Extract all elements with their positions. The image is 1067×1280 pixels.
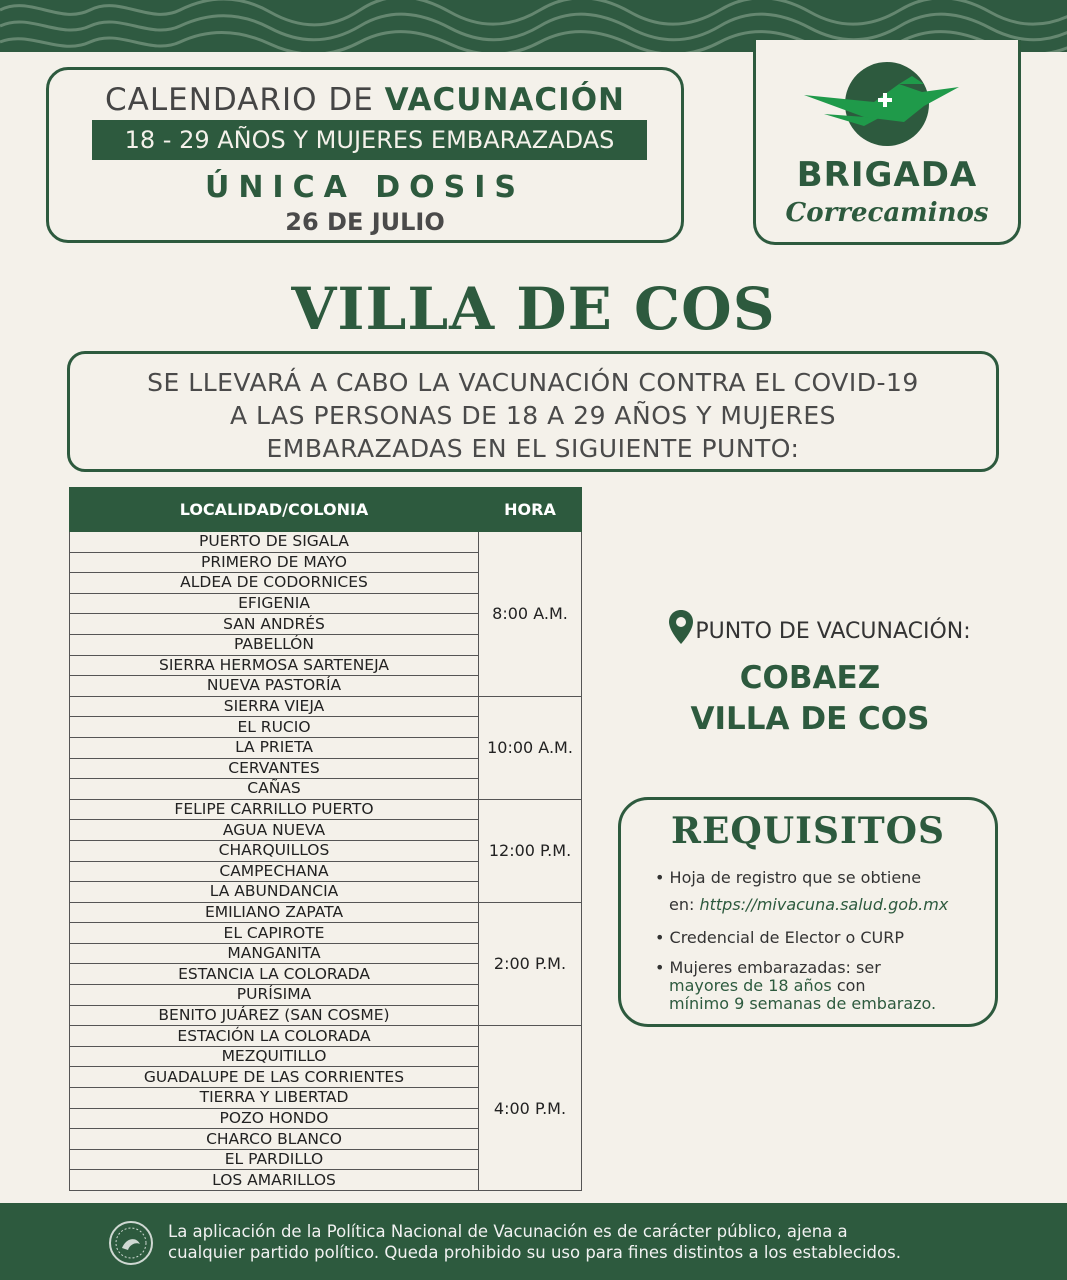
locality-cell: PURÍSIMA (70, 985, 479, 1006)
vaccination-point-name-2: VILLA DE COS (690, 701, 930, 737)
requirement-item-3-cont2 (669, 994, 936, 1013)
brigada-bird-logo-icon (804, 62, 974, 152)
footer (0, 1203, 1067, 1280)
notice-box (67, 351, 999, 472)
requirement-item-1: • Hoja de registro que se obtiene (655, 868, 922, 887)
locality-cell: TIERRA Y LIBERTAD (70, 1088, 479, 1109)
locality-cell: FELIPE CARRILLO PUERTO (70, 799, 479, 820)
brand-box (753, 40, 1021, 245)
calendar-title-bold: VACUNACIÓN (384, 82, 625, 118)
time-cell: 2:00 P.M. (479, 902, 582, 1026)
vaccination-point-label (600, 610, 1040, 644)
requirement-item-3-text: Mujeres embarazadas: ser (669, 958, 881, 977)
place-title: VILLA DE COS (291, 275, 776, 343)
locality-cell: CAMPECHANA (70, 861, 479, 882)
locality-cell: EMILIANO ZAPATA (70, 902, 479, 923)
table-row (70, 696, 582, 717)
notice-line-3: EMBARAZADAS EN EL SIGUIENTE PUNTO: (266, 434, 800, 463)
footer-disclaimer (168, 1221, 901, 1263)
locality-cell: EL CAPIROTE (70, 923, 479, 944)
requirement-item-1-text: Hoja de registro que se obtiene (669, 868, 922, 887)
location-pin-icon (669, 610, 693, 644)
column-header-locality: LOCALIDAD/COLONIA (70, 488, 479, 532)
calendar-title-plain: CALENDARIO DE (104, 82, 385, 118)
locality-cell: EL RUCIO (70, 717, 479, 738)
footer-line-2: cualquier partido político. Queda prohibido su uso para fines distintos a los establecidos. (168, 1243, 901, 1262)
table-row (70, 532, 582, 553)
dose-label: ÚNICA DOSIS (204, 170, 526, 205)
column-header-time: HORA (479, 488, 582, 532)
locality-cell: ESTANCIA LA COLORADA (70, 964, 479, 985)
time-cell: 8:00 A.M. (479, 532, 582, 697)
locality-cell: ESTACIÓN LA COLORADA (70, 1026, 479, 1047)
locality-cell: MANGANITA (70, 943, 479, 964)
locality-cell: ALDEA DE CODORNICES (70, 573, 479, 594)
requirement-item-3-highlight-2: mínimo 9 semanas de embarazo. (669, 994, 937, 1013)
requirement-item-3-cont (669, 976, 866, 995)
notice-line-2: A LAS PERSONAS DE 18 A 29 AÑOS Y MUJERES (229, 401, 837, 430)
requirement-item-1-prefix: en: (669, 895, 700, 914)
time-cell: 10:00 A.M. (479, 696, 582, 799)
locality-cell: NUEVA PASTORÍA (70, 676, 479, 697)
locality-cell: CERVANTES (70, 758, 479, 779)
locality-cell: PABELLÓN (70, 634, 479, 655)
vaccination-point-label-text: PUNTO DE VACUNACIÓN: (695, 619, 971, 644)
locality-cell: EL PARDILLO (70, 1149, 479, 1170)
locality-cell: EFIGENIA (70, 593, 479, 614)
table-header-row (70, 488, 582, 532)
schedule-table (69, 487, 582, 1191)
requirement-item-3-suffix: con (831, 976, 866, 995)
locality-cell: CAÑAS (70, 779, 479, 800)
vaccination-point-name-1: COBAEZ (739, 660, 881, 696)
requirements-title: REQUISITOS (671, 810, 945, 852)
locality-cell: POZO HONDO (70, 1108, 479, 1129)
locality-cell: CHARCO BLANCO (70, 1129, 479, 1150)
locality-cell: PRIMERO DE MAYO (70, 552, 479, 573)
calendar-header-box (46, 67, 684, 243)
locality-cell: SIERRA VIEJA (70, 696, 479, 717)
locality-cell: GUADALUPE DE LAS CORRIENTES (70, 1067, 479, 1088)
locality-cell: PUERTO DE SIGALA (70, 532, 479, 553)
locality-cell: CHARQUILLOS (70, 840, 479, 861)
requirements-box (618, 797, 998, 1027)
schedule-table-body (70, 532, 582, 1191)
table-row (70, 902, 582, 923)
audience-band: 18 - 29 AÑOS Y MUJERES EMBARAZADAS (92, 120, 647, 160)
time-cell: 4:00 P.M. (479, 1026, 582, 1191)
table-row (70, 799, 582, 820)
requirement-item-2-text: Credencial de Elector o CURP (669, 928, 905, 947)
locality-cell: SIERRA HERMOSA SARTENEJA (70, 655, 479, 676)
vaccination-date: 26 DE JULIO (285, 208, 445, 236)
locality-cell: LA ABUNDANCIA (70, 882, 479, 903)
locality-cell: AGUA NUEVA (70, 820, 479, 841)
national-seal-icon (108, 1220, 154, 1266)
requirement-item-3-highlight: mayores de 18 años (669, 976, 832, 995)
locality-cell: LOS AMARILLOS (70, 1170, 479, 1191)
mivacuna-link[interactable]: https://mivacuna.salud.gob.mx (699, 895, 949, 914)
locality-cell: LA PRIETA (70, 737, 479, 758)
brand-subtitle: Correcaminos (785, 198, 989, 228)
brand-name: BRIGADA (796, 155, 978, 195)
locality-cell: BENITO JUÁREZ (SAN COSME) (70, 1005, 479, 1026)
table-row (70, 1026, 582, 1047)
time-cell: 12:00 P.M. (479, 799, 582, 902)
notice-line-1: SE LLEVARÁ A CABO LA VACUNACIÓN CONTRA EL COVID-19 (147, 368, 919, 397)
calendar-title (49, 82, 681, 118)
requirement-item-3: • Mujeres embarazadas: ser (655, 958, 881, 977)
requirement-item-1-cont (669, 895, 948, 914)
requirement-item-2: • Credencial de Elector o CURP (655, 928, 905, 947)
locality-cell: SAN ANDRÉS (70, 614, 479, 635)
locality-cell: MEZQUITILLO (70, 1046, 479, 1067)
footer-line-1: La aplicación de la Política Nacional de Vacunación es de carácter público, ajena a (168, 1222, 848, 1241)
